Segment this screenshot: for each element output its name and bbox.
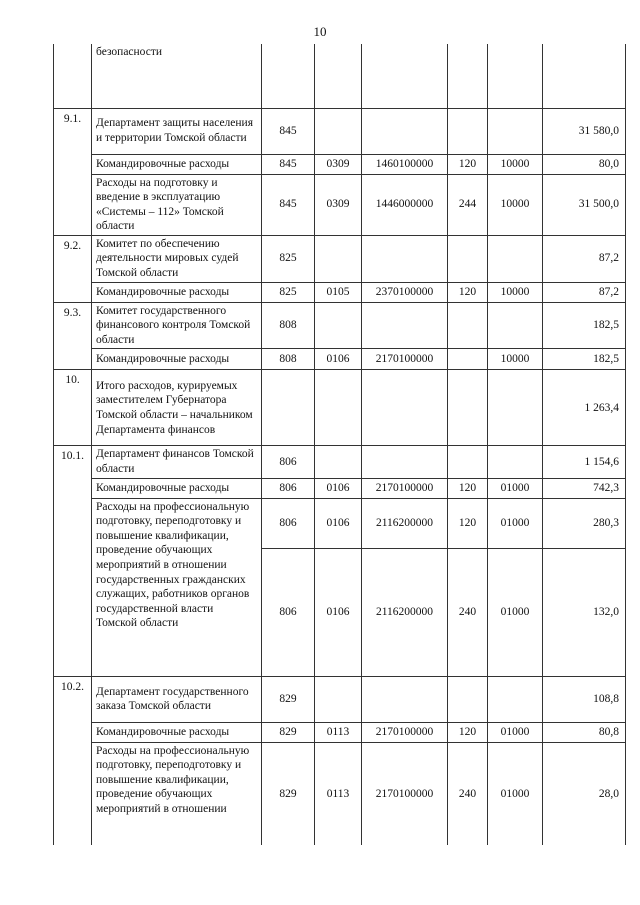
row-number: 10.1. (54, 446, 92, 676)
kosgu-code: 01000 (488, 548, 543, 676)
kosgu-code (488, 108, 543, 154)
row-name: Командировочные расходы (92, 154, 262, 174)
table-row (54, 722, 626, 742)
table-row (54, 174, 626, 235)
row-number: 9.3. (54, 302, 92, 370)
dept-code: 829 (262, 722, 315, 742)
expense-type (448, 676, 488, 722)
kosgu-code: 01000 (488, 742, 543, 845)
expense-type: 240 (448, 742, 488, 845)
target-code (362, 302, 448, 349)
dept-code: 829 (262, 676, 315, 722)
row-name: Командировочные расходы (92, 349, 262, 370)
section-code: 0113 (315, 742, 362, 845)
target-code (362, 446, 448, 478)
table-row (54, 108, 626, 154)
dept-code: 808 (262, 302, 315, 349)
row-number: 10. (54, 370, 92, 446)
dept-code: 829 (262, 742, 315, 845)
expense-type: 240 (448, 548, 488, 676)
dept-code: 845 (262, 174, 315, 235)
kosgu-code (488, 302, 543, 349)
dept-code: 825 (262, 282, 315, 302)
amount: 28,0 (543, 742, 626, 845)
amount: 31 580,0 (543, 108, 626, 154)
table-row (54, 235, 626, 282)
section-code: 0113 (315, 722, 362, 742)
dept-code: 806 (262, 446, 315, 478)
section-code: 0309 (315, 174, 362, 235)
dept-code: 825 (262, 235, 315, 282)
expense-type (448, 302, 488, 349)
dept-code: 806 (262, 548, 315, 676)
expense-type: 120 (448, 498, 488, 548)
expense-type: 120 (448, 722, 488, 742)
expense-type (448, 370, 488, 446)
expense-type (448, 349, 488, 370)
table-row (54, 676, 626, 722)
section-code: 0106 (315, 478, 362, 498)
kosgu-code: 01000 (488, 498, 543, 548)
table-row (54, 44, 626, 108)
row-name: Комитет государственного финансового контроля Томской области (92, 302, 262, 349)
row-name: Департамент финансов Томской области (92, 446, 262, 478)
target-code: 2116200000 (362, 548, 448, 676)
expense-type: 244 (448, 174, 488, 235)
dept-code (262, 370, 315, 446)
amount: 108,8 (543, 676, 626, 722)
kosgu-code (488, 44, 543, 108)
section-code (315, 108, 362, 154)
target-code: 2170100000 (362, 349, 448, 370)
table-row (54, 154, 626, 174)
target-code: 2170100000 (362, 478, 448, 498)
dept-code: 808 (262, 349, 315, 370)
amount: 182,5 (543, 302, 626, 349)
amount: 1 263,4 (543, 370, 626, 446)
target-code: 1460100000 (362, 154, 448, 174)
section-code (315, 235, 362, 282)
table-row (54, 742, 626, 845)
section-code (315, 676, 362, 722)
row-name: Командировочные расходы (92, 478, 262, 498)
amount (543, 44, 626, 108)
table-row (54, 349, 626, 370)
dept-code: 806 (262, 478, 315, 498)
target-code: 2116200000 (362, 498, 448, 548)
row-name: Департамент защиты населения и территории Томской области (92, 108, 262, 154)
kosgu-code: 10000 (488, 349, 543, 370)
row-name: Командировочные расходы (92, 282, 262, 302)
expense-type (448, 44, 488, 108)
row-name: Расходы на подготовку и введение в эксплуатацию «Системы – 112» Томской области (92, 174, 262, 235)
kosgu-code: 10000 (488, 154, 543, 174)
target-code: 2170100000 (362, 742, 448, 845)
section-code: 0105 (315, 282, 362, 302)
dept-code: 845 (262, 108, 315, 154)
target-code (362, 108, 448, 154)
expense-type (448, 235, 488, 282)
amount: 80,8 (543, 722, 626, 742)
row-name: Департамент государственного заказа Томской области (92, 676, 262, 722)
table-row (54, 370, 626, 446)
section-code (315, 370, 362, 446)
kosgu-code (488, 370, 543, 446)
dept-code: 845 (262, 154, 315, 174)
table-row (54, 302, 626, 349)
row-name: Итого расходов, курируемых заместителем Губернатора Томской области – начальником Департамента финансов (92, 370, 262, 446)
target-code: 2370100000 (362, 282, 448, 302)
expense-type: 120 (448, 478, 488, 498)
section-code: 0106 (315, 548, 362, 676)
kosgu-code: 10000 (488, 174, 543, 235)
expense-type (448, 446, 488, 478)
kosgu-code: 10000 (488, 282, 543, 302)
row-number: 9.2. (54, 235, 92, 302)
section-code: 0106 (315, 349, 362, 370)
row-name: Расходы на профессиональную подготовку, переподготовку и повышение квалификации, проведение обучающих мероприятий в отношении (92, 742, 262, 845)
row-name: Расходы на профессиональную подготовку, переподготовку и повышение квалификации, проведение обучающих мероприятий в отношении государственных гражданских служащих, работников органов государственной власти Томской области (92, 498, 262, 676)
amount: 87,2 (543, 235, 626, 282)
row-name: Комитет по обеспечению деятельности мировых судей Томской области (92, 235, 262, 282)
budget-table (53, 44, 626, 845)
kosgu-code: 01000 (488, 478, 543, 498)
amount: 280,3 (543, 498, 626, 548)
section-code: 0106 (315, 498, 362, 548)
amount: 87,2 (543, 282, 626, 302)
row-name: безопасности (92, 44, 262, 108)
row-number (54, 44, 92, 108)
target-code (362, 676, 448, 722)
target-code (362, 44, 448, 108)
section-code (315, 44, 362, 108)
row-number: 9.1. (54, 108, 92, 235)
table-row (54, 446, 626, 478)
kosgu-code (488, 446, 543, 478)
amount: 80,0 (543, 154, 626, 174)
expense-type (448, 108, 488, 154)
section-code: 0309 (315, 154, 362, 174)
target-code: 2170100000 (362, 722, 448, 742)
section-code (315, 302, 362, 349)
kosgu-code: 01000 (488, 722, 543, 742)
amount: 31 500,0 (543, 174, 626, 235)
expense-type: 120 (448, 282, 488, 302)
dept-code (262, 44, 315, 108)
kosgu-code (488, 235, 543, 282)
row-name: Командировочные расходы (92, 722, 262, 742)
page-number: 10 (313, 24, 327, 39)
section-code (315, 446, 362, 478)
amount: 1 154,6 (543, 446, 626, 478)
amount: 132,0 (543, 548, 626, 676)
target-code (362, 235, 448, 282)
table-row (54, 498, 626, 548)
target-code (362, 370, 448, 446)
dept-code: 806 (262, 498, 315, 548)
table-row (54, 478, 626, 498)
table-row (54, 282, 626, 302)
target-code: 1446000000 (362, 174, 448, 235)
row-number: 10.2. (54, 676, 92, 845)
expense-type: 120 (448, 154, 488, 174)
amount: 182,5 (543, 349, 626, 370)
kosgu-code (488, 676, 543, 722)
amount: 742,3 (543, 478, 626, 498)
